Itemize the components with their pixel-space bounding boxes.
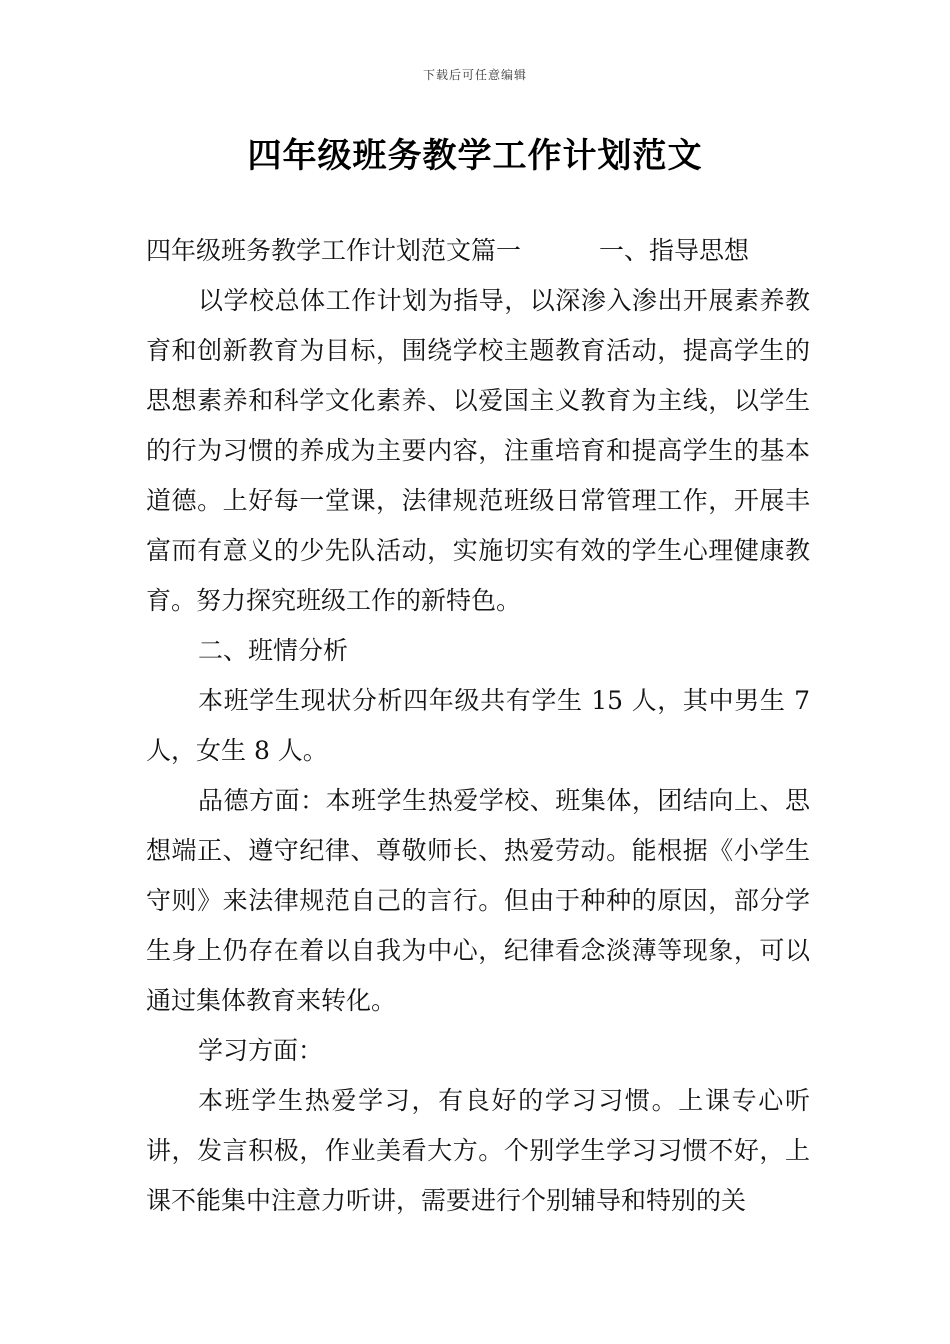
paragraph-student-count: 本班学生现状分析四年级共有学生 15 人，其中男生 7 人，女生 8 人。 [146, 686, 810, 765]
intro-line [146, 226, 810, 276]
subheading-study: 学习方面： [198, 1036, 324, 1065]
intro-line-title: 四年级班务教学工作计划范文篇一 [146, 236, 522, 265]
document-title: 四年级班务教学工作计划范文 [247, 136, 703, 176]
section-heading-class-analysis: 二、班情分析 [198, 636, 349, 665]
paragraph-guiding-thought: 以学校总体工作计划为指导，以深渗入渗出开展素养教育和创新教育为目标，围绕学校主题教育活动，提高学生的思想素养和科学文化素养、以爱国主义教育为主线，以学生的行为习惯的养成为主要内容，注重培育和提高学生的基本道德。上好每一堂课，法律规范班级日常管理工作，开展丰富而有意义的少先队活动，实施切实有效的学生心理健康教育。努力探究班级工作的新特色。 [146, 286, 810, 615]
document-body [146, 226, 810, 1226]
paragraph-morality: 品德方面：本班学生热爱学校、班集体，团结向上、思想端正、遵守纪律、尊敬师长、热爱劳动。能根据《小学生守则》来法律规范自己的言行。但由于种种的原因，部分学生身上仍存在着以自我为中心，纪律看念淡薄等现象，可以通过集体教育来转化。 [146, 786, 810, 1015]
header-note: 下载后可任意编辑 [422, 68, 527, 82]
paragraph-study: 本班学生热爱学习，有良好的学习习惯。上课专心听讲，发言积极，作业美看大方。个别学生学习习惯不好，上课不能集中注意力听讲，需要进行个别辅导和特别的关 [146, 1086, 810, 1215]
section-heading-guiding-thought: 一、指导思想 [599, 236, 750, 265]
